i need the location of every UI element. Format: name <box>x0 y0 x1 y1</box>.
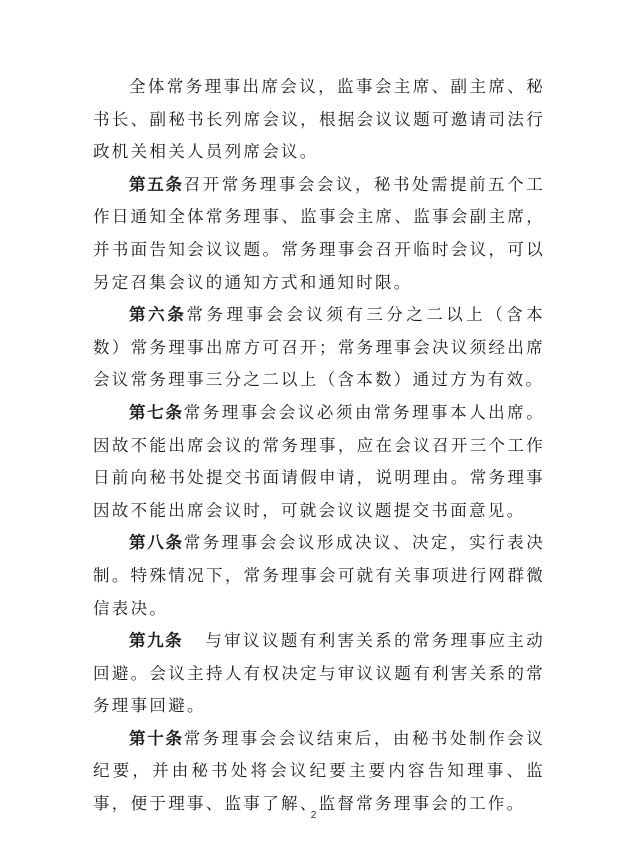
article-7 <box>93 397 545 527</box>
article-5 <box>93 169 545 299</box>
article-text: 与审议议题有利害关系的常务理事应主动回避。会议主持人有权决定与审议议题有利害关系的常务理事回避。 <box>93 631 546 716</box>
article-text: 常务理事会会议结束后，由秘书处制作会议纪要，并由秘书处将会议纪要主要内容告知理事、监事，便于理事、监事了解、监督常务理事会的工作。 <box>93 728 545 814</box>
article-text: 常务理事会会议必须由常务理事本人出席。因故不能出席会议的常务理事，应在会议召开三个工作日前向秘书处提交书面请假申请，说明理由。常务理事因故不能出席会议时，可就会议议题提交书面意见。 <box>93 402 545 520</box>
paragraph-intro <box>93 71 545 169</box>
article-8 <box>93 527 545 625</box>
article-heading: 第八条 <box>129 533 184 553</box>
article-heading: 第五条 <box>129 174 184 194</box>
article-10 <box>93 723 545 821</box>
article-6 <box>93 299 545 397</box>
article-heading: 第六条 <box>129 305 187 325</box>
article-heading: 第七条 <box>129 402 184 422</box>
article-9 <box>93 625 545 723</box>
article-text: 常务理事会会议须有三分之二以上（含本数）常务理事出席方可召开；常务理事会决议须经出席会议常务理事三分之二以上（含本数）通过方为有效。 <box>93 305 546 390</box>
article-heading: 第十条 <box>129 728 184 748</box>
paragraph-text: 全体常务理事出席会议，监事会主席、副主席、秘书长、副秘书长列席会议，根据会议议题可邀请司法行政机关相关人员列席会议。 <box>93 77 545 162</box>
page-number: 2 <box>310 810 317 821</box>
article-text: 常务理事会会议形成决议、决定，实行表决制。特殊情况下，常务理事会可就有关事项进行网群微信表决。 <box>93 533 545 618</box>
article-text: 召开常务理事会会议，秘书处需提前五个工作日通知全体常务理事、监事会主席、监事会副主席，并书面告知会议议题。常务理事会召开临时会议，可以另定召集会议的通知方式和通知时限。 <box>93 174 545 292</box>
article-heading: 第九条 <box>129 631 184 651</box>
document-body <box>93 71 545 821</box>
